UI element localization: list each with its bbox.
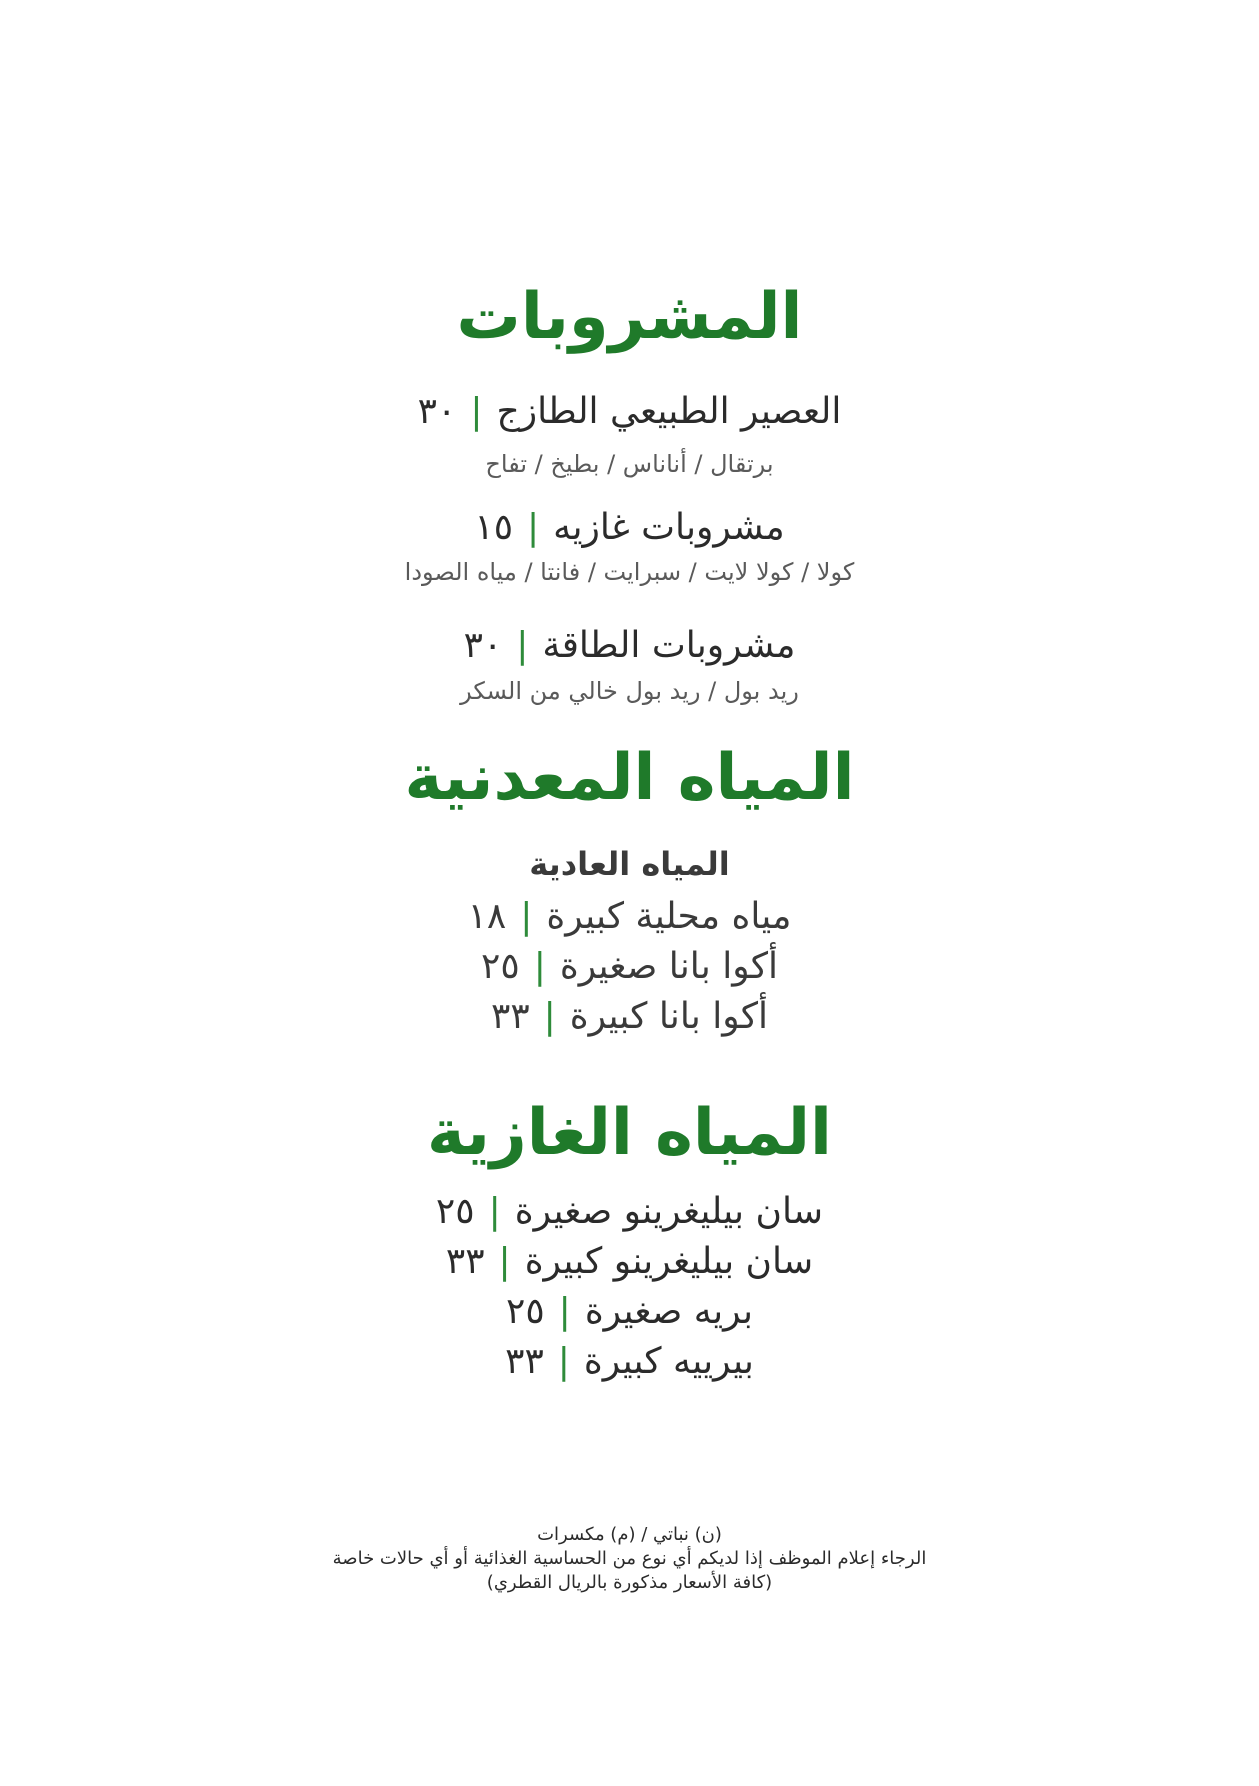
subheading-still-water: المياه العادية bbox=[529, 845, 730, 883]
menu-item-acqua-panna-large bbox=[0, 997, 1259, 1037]
item-name: مشروبات الطاقة bbox=[542, 625, 796, 666]
menu-item-perrier-small bbox=[0, 1292, 1259, 1332]
item-name: سان بيليغرينو صغيرة bbox=[514, 1191, 824, 1232]
menu-item-description: برتقال / أناناس / بطيخ / تفاح bbox=[485, 450, 774, 478]
menu-item-description: ريد بول / ريد بول خالي من السكر bbox=[460, 677, 799, 705]
price-separator: | bbox=[543, 996, 556, 1037]
item-name: سان بيليغرينو كبيرة bbox=[524, 1241, 814, 1282]
price-separator: | bbox=[488, 1191, 501, 1232]
price-separator: | bbox=[470, 391, 483, 432]
item-name: مياه محلية كبيرة bbox=[546, 896, 792, 937]
item-price: ٣٣ bbox=[445, 1241, 485, 1282]
price-separator: | bbox=[498, 1241, 511, 1282]
item-name: بيرييه كبيرة bbox=[583, 1341, 754, 1382]
item-name: مشروبات غازيه bbox=[553, 507, 785, 548]
footer-allergy-notice: الرجاء إعلام الموظف إذا لديكم أي نوع من الحساسية الغذائية أو أي حالات خاصة bbox=[332, 1548, 927, 1569]
menu-item-energy-drinks bbox=[0, 626, 1259, 666]
price-separator: | bbox=[516, 625, 529, 666]
price-separator: | bbox=[520, 896, 533, 937]
menu-item-perrier-large bbox=[0, 1342, 1259, 1382]
menu-item-description: كولا / كولا لايت / سبرايت / فانتا / مياه الصودا bbox=[404, 558, 855, 586]
item-price: ١٨ bbox=[467, 896, 507, 937]
price-separator: | bbox=[557, 1341, 570, 1382]
footer-currency-note: (كافة الأسعار مذكورة بالريال القطري) bbox=[486, 1572, 773, 1593]
item-price: ٢٥ bbox=[435, 1191, 475, 1232]
section-title-drinks: المشروبات bbox=[456, 280, 803, 354]
menu-item-local-water-large bbox=[0, 897, 1259, 937]
menu-item-san-pellegrino-large bbox=[0, 1242, 1259, 1282]
price-separator: | bbox=[527, 507, 540, 548]
item-name: العصير الطبيعي الطازج bbox=[496, 391, 842, 432]
menu-item-san-pellegrino-small bbox=[0, 1192, 1259, 1232]
footer-dietary-legend: (ن) نباتي / (م) مكسرات bbox=[537, 1524, 722, 1545]
item-price: ٣٣ bbox=[505, 1341, 544, 1382]
item-name: بريه صغيرة bbox=[584, 1291, 753, 1332]
item-name: أكوا بانا كبيرة bbox=[569, 996, 768, 1037]
price-separator: | bbox=[533, 946, 546, 987]
item-price: ٣٠ bbox=[463, 625, 503, 666]
item-price: ٣٠ bbox=[417, 391, 457, 432]
menu-item-acqua-panna-small bbox=[0, 947, 1259, 987]
menu-item-soft-drinks bbox=[0, 508, 1259, 548]
section-title-sparkling-water: المياه الغازية bbox=[427, 1096, 832, 1170]
item-price: ٣٣ bbox=[490, 996, 530, 1037]
item-price: ٢٥ bbox=[506, 1291, 545, 1332]
item-name: أكوا بانا صغيرة bbox=[559, 946, 778, 987]
item-price: ٢٥ bbox=[481, 946, 520, 987]
section-title-mineral-water: المياه المعدنية bbox=[404, 741, 855, 815]
price-separator: | bbox=[558, 1291, 571, 1332]
item-price: ١٥ bbox=[474, 507, 514, 548]
menu-item-fresh-juice bbox=[0, 392, 1259, 432]
